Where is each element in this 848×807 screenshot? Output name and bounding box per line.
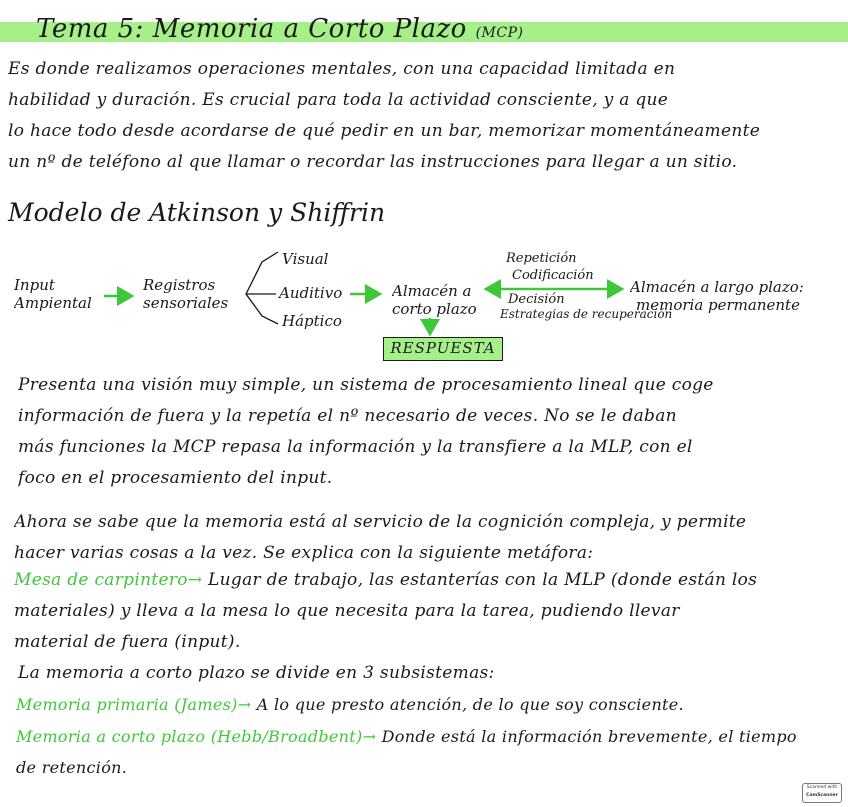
critique-paragraph bbox=[18, 370, 848, 494]
metaphor-intro-line: hacer varias cosas a la vez. Se explica con la siguiente metáfora: bbox=[14, 543, 594, 563]
camscanner-watermark bbox=[802, 783, 842, 803]
model-heading: Modelo de Atkinson y Shiffrin bbox=[8, 198, 386, 227]
almacen-corto-line: Almacén a bbox=[392, 282, 472, 300]
input-line: Ampiental bbox=[14, 294, 92, 312]
metaphor-text: Lugar de trabajo, las estanterías con la MLP (donde están los bbox=[208, 570, 758, 590]
diagram-registros bbox=[143, 276, 228, 312]
registros-line: sensoriales bbox=[143, 294, 229, 312]
watermark-line: Scanned with bbox=[806, 785, 838, 790]
process-line: Repetición bbox=[506, 251, 577, 266]
sense-auditivo: Auditivo bbox=[279, 284, 343, 302]
critique-line: información de fuera y la repetía el nº necesario de veces. No se le daban bbox=[18, 406, 677, 426]
subsystem-desc: A lo que presto atención, de lo que soy consciente. bbox=[256, 695, 684, 714]
metaphor-intro bbox=[14, 507, 844, 569]
critique-line: más funciones la MCP repasa la información y la transfiere a la MLP, con el bbox=[18, 437, 693, 457]
metaphor-line: materiales) y lleva a la mesa lo que necesita para la tarea, pudiendo llevar bbox=[14, 601, 680, 621]
sense-haptico: Háptico bbox=[282, 312, 342, 330]
process-line: Decisión bbox=[508, 292, 565, 307]
subsystem-item bbox=[16, 721, 846, 783]
registros-line: Registros bbox=[143, 276, 216, 294]
intro-line: un nº de teléfono al que llamar o recordar las instrucciones para llegar a un sitio. bbox=[8, 152, 738, 172]
metaphor-line bbox=[14, 565, 844, 596]
title-main: Tema 5: Memoria a Corto Plazo bbox=[36, 14, 467, 44]
input-line: Input bbox=[14, 276, 55, 294]
almacen-corto-line: corto plazo bbox=[392, 300, 477, 318]
metaphor-term: Mesa de carpintero bbox=[14, 570, 188, 590]
sense-visual: Visual bbox=[282, 250, 329, 268]
brace-senses bbox=[246, 252, 278, 324]
diagram-almacen-corto bbox=[392, 282, 477, 318]
arrow-icon: → bbox=[362, 727, 377, 746]
metaphor-line: material de fuera (input). bbox=[14, 632, 241, 652]
diagram-processes-top bbox=[506, 250, 594, 284]
metaphor-intro-line: Ahora se sabe que la memoria está al servicio de la cognición compleja, y permite bbox=[14, 512, 747, 532]
critique-line: Presenta una visión muy simple, un sistema de procesamiento lineal que coge bbox=[18, 375, 714, 395]
respuesta-box: RESPUESTA bbox=[383, 337, 503, 361]
intro-line: lo hace todo desde acordarse de qué pedir en un bar, memorizar momentáneamente bbox=[8, 121, 761, 141]
almacen-largo-line: Almacén a largo plazo: bbox=[630, 278, 804, 296]
subsystem-desc: Donde está la información brevemente, el tiempo bbox=[381, 727, 797, 746]
subsystem-term: Memoria primaria (James) bbox=[16, 695, 238, 714]
process-line: Codificación bbox=[512, 268, 594, 283]
process-line: Estrategias de recuperación bbox=[500, 307, 673, 321]
diagram-input bbox=[14, 276, 92, 312]
watermark-line: CamScanner bbox=[806, 793, 838, 798]
almacen-largo-line: memoria permanente bbox=[636, 296, 800, 314]
arrow-icon: → bbox=[187, 570, 203, 590]
subsystems-intro: La memoria a corto plazo se divide en 3 subsistemas: bbox=[18, 663, 495, 683]
intro-line: habilidad y duración. Es crucial para toda la actividad consciente, y a que bbox=[8, 90, 669, 110]
title-abbr: (MCP) bbox=[475, 25, 524, 41]
subsystem-item bbox=[16, 689, 846, 720]
intro-line: Es donde realizamos operaciones mentales, con una capacidad limitada en bbox=[8, 59, 676, 79]
subsystem-desc-cont: de retención. bbox=[16, 758, 128, 777]
subsystem-term: Memoria a corto plazo (Hebb/Broadbent) bbox=[16, 727, 363, 746]
critique-line: foco en el procesamiento del input. bbox=[18, 468, 333, 488]
diagram-almacen-largo bbox=[630, 278, 804, 314]
metaphor-block bbox=[14, 565, 844, 658]
arrow-icon: → bbox=[237, 695, 252, 714]
